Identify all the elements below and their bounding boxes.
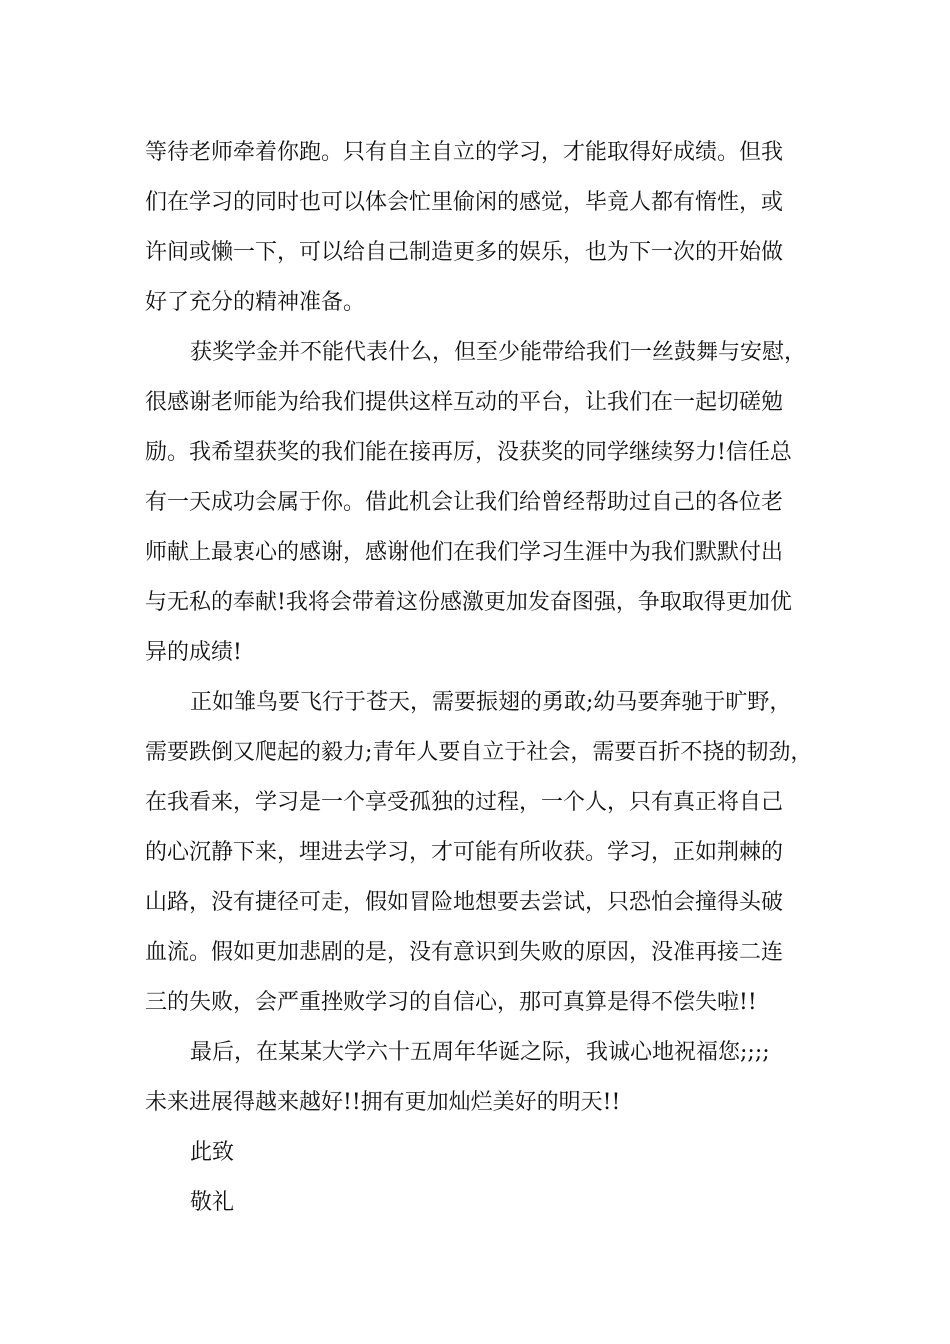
text-line: 许间或懒一下，可以给自己制造更多的娱乐，也为下一次的开始做 [145,240,784,265]
paragraph-anniversary-wishes [145,1028,807,1128]
text-line: 血流。假如更加悲剧的是，没有意识到失败的原因，没准再接二连 [145,940,784,965]
paragraph-scholarship-thanks [145,328,807,678]
text-line: 师献上最衷心的感谢，感谢他们在我们学习生涯中为我们默默付出 [145,540,784,565]
text-line: 的心沉静下来，埋进去学习，才可能有所收获。学习，正如荆棘的 [145,840,784,865]
text-line: 未来进展得越来越好!!拥有更加灿烂美好的明天!! [145,1090,621,1115]
closing-regards [145,1178,807,1228]
text-line: 们在学习的同时也可以体会忙里偷闲的感觉，毕竟人都有惰性，或 [145,190,784,215]
text-line: 敬礼 [190,1190,235,1215]
text-line: 好了充分的精神准备。 [145,290,366,315]
text-line: 励。我希望获奖的我们能在接再厉，没获奖的同学继续努力!信任总 [145,440,792,465]
text-line: 等待老师牵着你跑。只有自主自立的学习，才能取得好成绩。但我 [145,140,784,165]
paragraph-study-independence [145,128,807,328]
text-line: 三的失败，会严重挫败学习的自信心，那可真算是得不偿失啦!! [145,990,757,1015]
text-line: 与无私的奉献!我将会带着这份感激更加发奋图强，争取取得更加优 [145,590,792,615]
text-line: 需要跌倒又爬起的毅力;青年人要自立于社会，需要百折不挠的韧劲， [145,740,813,765]
text-line: 在我看来，学习是一个享受孤独的过程，一个人，只有真正将自己 [145,790,784,815]
text-line: 此致 [190,1140,235,1165]
letter-body [145,128,813,1228]
text-line: 有一天成功会属于你。借此机会让我们给曾经帮助过自己的各位老 [145,490,784,515]
text-line: 很感谢老师能为给我们提供这样互动的平台，让我们在一起切磋勉 [145,390,784,415]
text-line: 异的成绩! [145,640,242,665]
text-line: 正如雏鸟要飞行于苍天，需要振翅的勇敢;幼马要奔驰于旷野， [190,690,792,715]
closing-salutation [145,1128,807,1178]
text-line: 最后，在某某大学六十五周年华诞之际，我诚心地祝福您;;;; [190,1040,770,1065]
text-line: 山路，没有捷径可走，假如冒险地想要去尝试，只恐怕会撞得头破 [145,890,784,915]
text-line: 获奖学金并不能代表什么，但至少能带给我们一丝鼓舞与安慰， [190,340,807,365]
paragraph-learning-solitude [145,678,813,1028]
